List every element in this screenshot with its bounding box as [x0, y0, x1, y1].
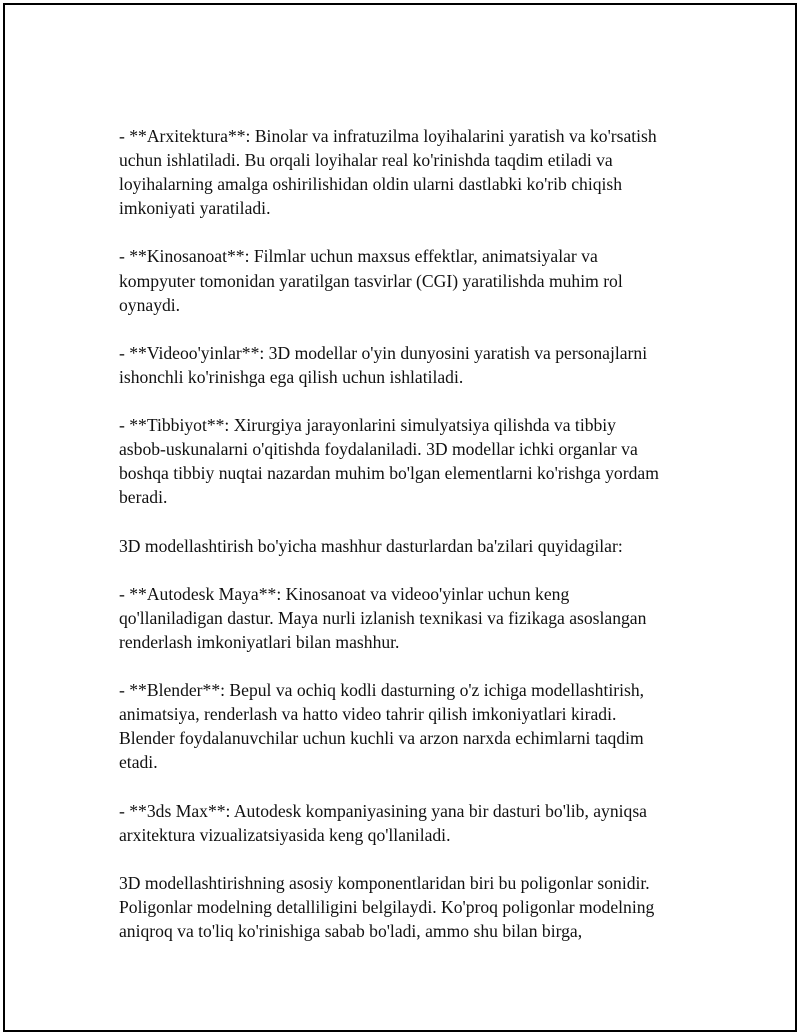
paragraph-kinosanoat: [119, 244, 699, 316]
paragraph-arxitektura: [119, 124, 699, 220]
text-line: - **Blender**: Bepul va ochiq kodli dasturning o'z ichiga modellashtirish,: [119, 680, 645, 701]
text-line: animatsiya, renderlash va hatto video tahrir qilish imkoniyatlari kiradi.: [119, 704, 617, 725]
document-page: [3, 3, 797, 1032]
text-line: Poligonlar modelning detalliligini belgilaydi. Ko'proq poligonlar modelning: [119, 897, 655, 917]
text-line: asbob-uskunalarni o'qitishda foydalaniladi. 3D modellar ichki organlar va: [119, 439, 638, 460]
text-line: etadi.: [119, 752, 158, 773]
text-line: imkoniyati yaratiladi.: [119, 198, 271, 219]
text-line: 3D modellashtirish bo'yicha mashhur dasturlardan ba'zilari quyidagilar:: [119, 535, 623, 556]
text-line: oynaydi.: [119, 294, 181, 315]
paragraph-videooyinlar: [119, 341, 699, 389]
text-line: ishonchli ko'rinishga ega qilish uchun ishlatiladi.: [119, 366, 464, 387]
paragraph-popular-software-intro: [119, 534, 699, 558]
text-line: beradi.: [119, 487, 168, 508]
text-line: boshqa tibbiy nuqtai nazardan muhim bo'lgan elementlarni ko'rishga yordam: [119, 463, 659, 484]
text-line: Blender foydalanuvchilar uchun kuchli va arzon narxda echimlarni taqdim: [119, 728, 644, 749]
text-line: - **Autodesk Maya**: Kinosanoat va videoo'yinlar uchun keng: [119, 583, 570, 604]
text-line: aniqroq va to'liq ko'rinishiga sabab bo'ladi, ammo shu bilan birga,: [119, 921, 583, 942]
paragraph-autodesk-maya: [119, 582, 699, 654]
text-line: kompyuter tomonidan yaratilgan tasvirlar (CGI) yaratilishda muhim rol: [119, 270, 623, 291]
paragraph-3ds-max: [119, 799, 699, 847]
paragraph-polygons: [119, 871, 699, 943]
text-line: arxitektura vizualizatsiyasida keng qo'llaniladi.: [119, 824, 451, 845]
text-line: - **Tibbiyot**: Xirurgiya jarayonlarini simulyatsiya qilishda va tibbiy: [119, 415, 616, 436]
text-line: 3D modellashtirishning asosiy komponentlaridan biri bu poligonlar sonidir.: [119, 872, 650, 893]
text-line: qo'llaniladigan dastur. Maya nurli izlanish texnikasi va fizikaga asoslangan: [119, 607, 647, 628]
paragraph-tibbiyot: [119, 413, 699, 509]
paragraph-blender: [119, 678, 699, 774]
text-line: renderlash imkoniyatlari bilan mashhur.: [119, 631, 400, 652]
text-line: loyihalarning amalga oshirilishidan oldin ularni dastlabki ko'rib chiqish: [119, 174, 623, 195]
text-line: - **Videoo'yinlar**: 3D modellar o'yin dunyosini yaratish va personajlarni: [119, 342, 648, 363]
document-body: [119, 124, 699, 967]
text-line: - **Kinosanoat**: Filmlar uchun maxsus effektlar, animatsiyalar va: [119, 246, 598, 267]
text-line: uchun ishlatiladi. Bu orqali loyihalar real ko'rinishda taqdim etiladi va: [119, 150, 613, 171]
text-line: - **3ds Max**: Autodesk kompaniyasining yana bir dasturi bo'lib, ayniqsa: [119, 800, 647, 821]
text-line: - **Arxitektura**: Binolar va infratuzilma loyihalarini yaratish va ko'rsatish: [119, 126, 657, 146]
